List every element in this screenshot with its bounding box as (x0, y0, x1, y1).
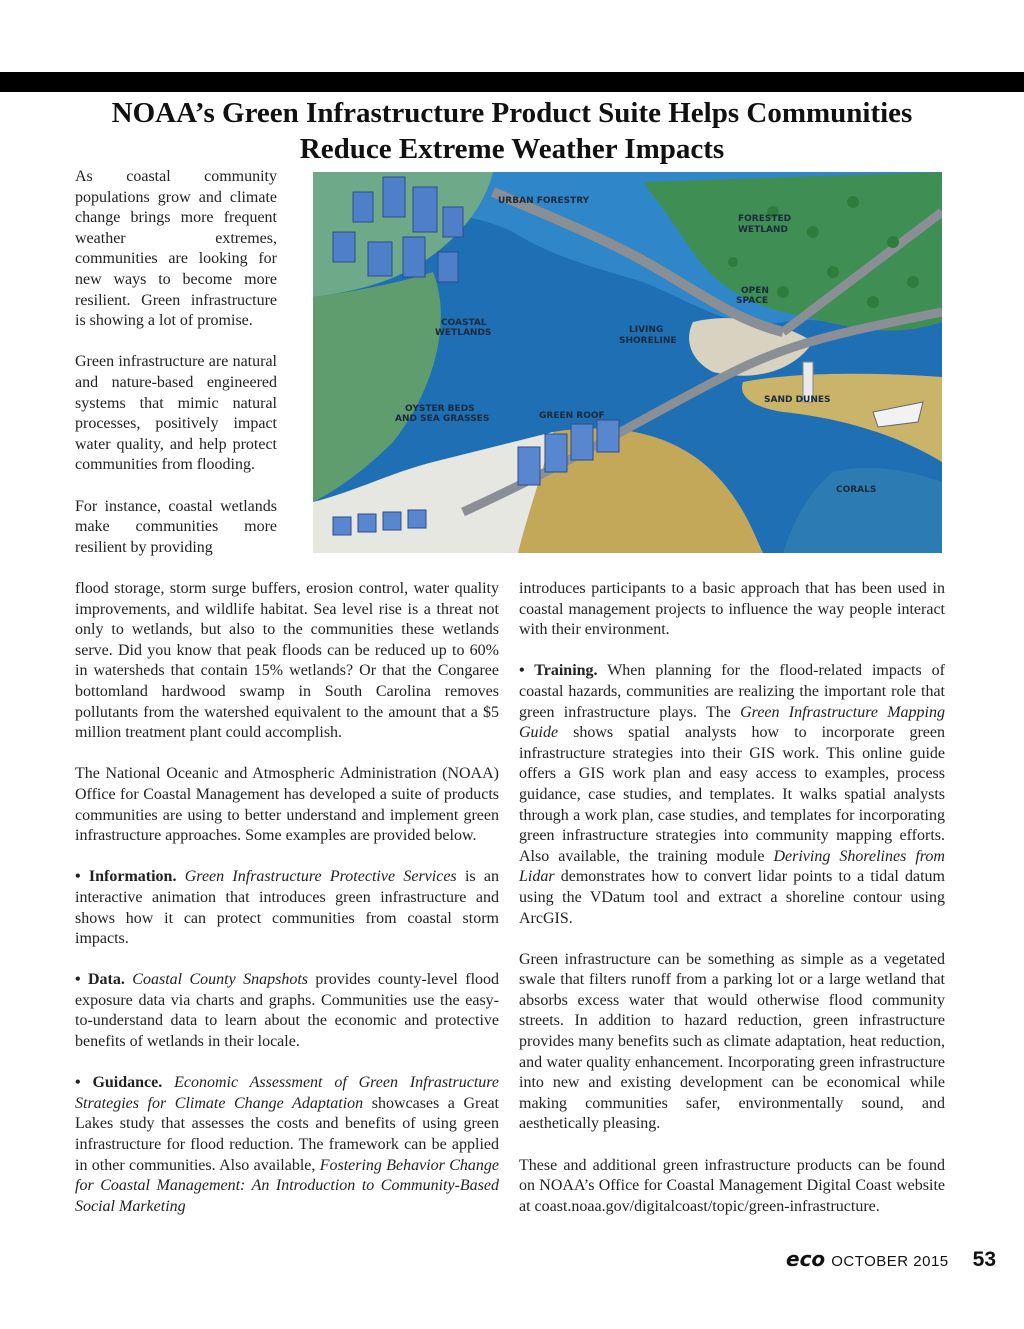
bullet-guidance (75, 1073, 499, 1217)
label-forested-wetland-1: FORESTED (738, 214, 792, 224)
bullet-training-text-1: When planning for the flood-related impacts of coastal hazards, communities are realizing the important role that green infrastructure plays. The (519, 662, 946, 721)
bullet-information-title: Green Infrastructure Protective Services (184, 868, 457, 886)
paragraph-noaa: The National Oceanic and Atmospheric Administration (NOAA) Office for Coastal Management has developed a suite of products communities are using to better understand and implement green infrastructure approaches. Some examples are provided below. (75, 765, 499, 845)
label-urban-forestry: URBAN FORESTRY (498, 196, 590, 206)
bullet-training-text-2: shows spatial analysts how to incorporate green infrastructure strategies into their GIS work. This online guide offers a GIS work plan and easy access to examples, process guidance, case studies, and templates. It walks spatial analysts through a work plan, case studies, and templates for incorporating green infrastructure strategies into community mapping efforts. Also available, the training module (519, 724, 945, 865)
label-living-shoreline-1: LIVING (629, 325, 664, 335)
title-line-1: NOAA’s Green Infrastructure Product Suite Helps Communities (111, 97, 913, 129)
label-sand-dunes: SAND DUNES (764, 395, 831, 405)
illustration-svg (313, 172, 942, 553)
page-number: 53 (972, 1248, 996, 1271)
title-line-2: Reduce Extreme Weather Impacts (299, 133, 725, 165)
bullet-information (75, 867, 499, 949)
bullet-data-text: provides county-level flood exposure data via charts and graphs. Communities use the easy-to-understand data to learn about the economic and protective benefits of wetlands in their locale. (75, 971, 500, 1051)
label-coastal-wetlands-1: COASTAL (441, 318, 487, 328)
label-corals: CORALS (836, 485, 877, 495)
paragraph-wetlands: flood storage, storm surge buffers, erosion control, water quality improvements, and wildlife habitat. Sea level rise is a threat not only to wetlands, but also to the communities these wetlands serve. Did you know that peak floods can be reduced up to 60% in watersheds that contain 15% wetlands? Or that the Congaree bottomland hardwood swamp in South Carolina removes pollutants from the watershed equivalent to the amount that a $5 million treatment plant could accomplish. (75, 580, 499, 742)
paragraph-website: These and additional green infrastructure products can be found on NOAA’s Office for Coastal Management Digital Coast website at coast.noaa.gov/digitalcoast/topic/green-infrastructure. (519, 1156, 945, 1215)
bullet-training (519, 661, 945, 929)
intro-paragraph-2: Green infrastructure are natural and nature-based engineered systems that mimic natural processes, positively impact water quality, and help protect communities from flooding. (75, 353, 277, 474)
bullet-guidance-title-2: Fostering Behavior Change for Coastal Management: An Introduction to Community-Based Social Marketing (75, 1156, 499, 1215)
intro-column (75, 167, 277, 579)
bullet-guidance-lead: • Guidance. (75, 1074, 163, 1092)
green-infrastructure-illustration (313, 172, 942, 553)
bullet-data-title: Coastal County Snapshots (132, 971, 308, 989)
bullet-training-text-3: demonstrates how to convert lidar points to a tidal datum using the VDatum tool and extract a shoreline contour using ArcGIS. (519, 868, 945, 927)
magazine-brand: eco (786, 1247, 826, 1271)
bullet-guidance-title: Economic Assessment of Green Infrastructure Strategies for Climate Change Adaptation (75, 1074, 500, 1112)
header-bar (0, 72, 1024, 92)
bullet-information-lead: • Information. (75, 868, 177, 886)
paragraph-benefits: Green infrastructure can be something as simple as a vegetated swale that filters runoff from a parking lot or a large wetland that absorbs excess water that would otherwise flood community streets. In addition to hazard reduction, green infrastructure provides many benefits such as climate adaptation, heat reduction, and water quality enhancement. Incorporating green infrastructure into new and existing development can be economical while making communities safer, environmentally sound, and aesthetically pleasing. (519, 950, 945, 1133)
label-green-roof: GREEN ROOF (539, 411, 605, 421)
label-oyster-beds-2: AND SEA GRASSES (395, 414, 490, 424)
bullet-training-title-1: Green Infrastructure Mapping Guide (519, 703, 945, 742)
bullet-guidance-text: showcases a Great Lakes study that assesses the costs and benefits of using green infrastructure for flood reduction. The framework can be applied in other communities. Also available, (75, 1094, 500, 1174)
label-open-space-1: OPEN (741, 286, 769, 296)
intro-paragraph-1: As coastal community populations grow and climate change brings more frequent weather extremes, communities are looking for new ways to become more resilient. Green infrastructure is showing a lot of promise. (75, 168, 277, 330)
article-title (60, 95, 964, 167)
right-column (519, 579, 945, 1238)
bullet-training-title-2: Deriving Shorelines from Lidar (519, 847, 945, 886)
bullet-information-text: is an interactive animation that introduces green infrastructure and shows how it can protect communities from coastal storm impacts. (75, 868, 500, 948)
page-footer (786, 1247, 996, 1271)
left-column (75, 579, 499, 1238)
bullet-data-lead: • Data. (75, 971, 125, 989)
bullet-data (75, 970, 499, 1052)
bullet-training-lead: • Training. (519, 662, 598, 680)
label-coastal-wetlands-2: WETLANDS (435, 328, 492, 338)
label-forested-wetland-2: WETLAND (738, 225, 788, 235)
label-open-space-2: SPACE (736, 296, 768, 306)
label-oyster-beds-1: OYSTER BEDS (405, 404, 475, 414)
issue-date: OCTOBER 2015 (831, 1253, 949, 1270)
label-living-shoreline-2: SHORELINE (619, 336, 677, 346)
intro-paragraph-3: For instance, coastal wetlands make communities more resilient by providing (75, 497, 277, 556)
guidance-continued: introduces participants to a basic approach that has been used in coastal management projects to influence the way people interact with their environment. (519, 580, 945, 639)
